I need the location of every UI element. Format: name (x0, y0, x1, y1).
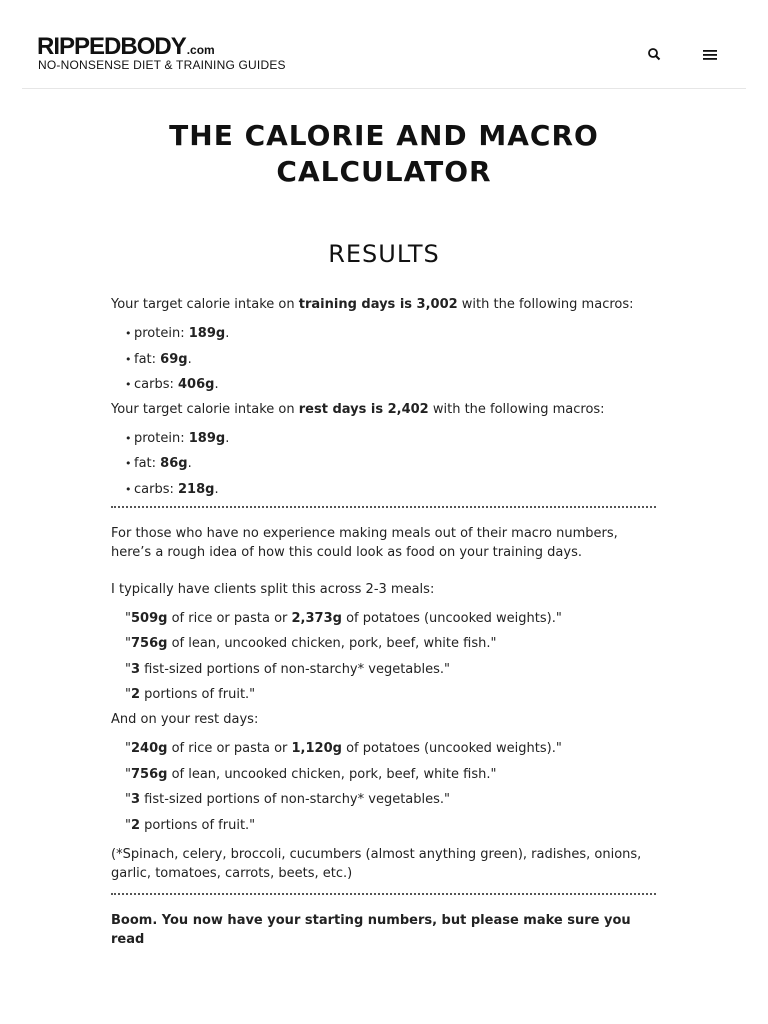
training-veg-value: 3 (130, 661, 141, 677)
hamburger-menu-icon[interactable] (700, 44, 722, 66)
rest-meat-value: 756g (130, 766, 168, 782)
open-quote: " (125, 687, 131, 702)
carbs-label: carbs: (134, 481, 178, 497)
fat-label: fat: (134, 456, 161, 471)
dotted-divider (111, 506, 656, 508)
rest-intro-text: Your target calorie intake on (111, 401, 299, 417)
rest-intro-suffix: with the following macros: (428, 401, 605, 417)
meals-intro: I typically have clients split this across 2-3 meals: (111, 581, 435, 597)
logo-domain: .com (186, 43, 215, 57)
list-item: • protein: 189g. (111, 324, 656, 350)
list-item (111, 790, 656, 816)
list-item: • protein: 189g. (111, 429, 656, 455)
list-item (111, 634, 656, 660)
list-item: • fat: 69g. (111, 350, 656, 376)
rest-days-intro (111, 400, 656, 429)
training-rice-value: 509g (130, 610, 168, 626)
list-item: • carbs: 218g. (111, 480, 656, 500)
training-protein-value: 189g (188, 326, 226, 341)
rest-carbs-value: 218g (178, 481, 215, 497)
rest-calories: rest days is 2,402 (298, 401, 429, 417)
open-quote: " (125, 817, 131, 833)
food-intro-paragraph: For those who have no experience making meals out of their macro numbers, here’s a rough idea of how this could look as food on your training days. (111, 525, 618, 560)
results-content (111, 295, 656, 949)
training-macros-list (111, 324, 656, 401)
veg-text: fist-sized portions of non-starchy* vegetables." (140, 661, 451, 677)
potato-text: of potatoes (uncooked weights)." (341, 610, 562, 626)
protein-label: protein: (134, 430, 189, 446)
site-header (22, 0, 746, 89)
fat-label: fat: (134, 351, 161, 367)
list-item (111, 816, 656, 845)
rest-fat-value: 86g (160, 456, 188, 471)
protein-label: protein: (134, 326, 189, 341)
rest-fruit-value: 2 (130, 817, 141, 833)
search-icon[interactable] (644, 44, 666, 66)
closing-paragraph: Boom. You now have your starting numbers, but please make sure you read (111, 912, 631, 947)
training-meat-value: 756g (130, 636, 168, 651)
meat-text: of lean, uncooked chicken, pork, beef, white fish." (167, 766, 497, 782)
list-item (111, 660, 656, 686)
results-heading: RESULTS (328, 240, 440, 268)
rest-macros-list (111, 429, 656, 500)
rice-text: of rice or pasta or (167, 741, 292, 756)
dotted-divider (111, 893, 656, 895)
open-quote: " (125, 661, 131, 677)
open-quote: " (125, 741, 131, 756)
rice-text: of rice or pasta or (167, 610, 292, 626)
open-quote: " (125, 610, 131, 626)
vegetable-note: (*Spinach, celery, broccoli, cucumbers (almost anything green), radishes, onions, garlic, tomatoes, carrots, beets, etc.) (111, 846, 642, 881)
training-fruit-value: 2 (130, 687, 141, 702)
training-intro-suffix: with the following macros: (457, 297, 634, 312)
training-food-list (111, 609, 656, 715)
open-quote: " (125, 636, 131, 651)
fruit-text: portions of fruit." (140, 817, 256, 833)
list-item: • fat: 86g. (111, 454, 656, 480)
training-carbs-value: 406g (178, 377, 215, 392)
list-item: • carbs: 406g. (111, 375, 656, 401)
list-item (111, 609, 656, 635)
rest-rice-value: 240g (130, 741, 168, 756)
potato-text: of potatoes (uncooked weights)." (341, 741, 562, 756)
page-title: THE CALORIE AND MACRO CALCULATOR (169, 119, 599, 188)
training-intro-text: Your target calorie intake on (111, 297, 299, 312)
rest-veg-value: 3 (130, 792, 141, 807)
list-item (111, 739, 656, 765)
training-potatoes-value: 2,373g (291, 610, 342, 626)
list-item (111, 765, 656, 791)
rest-potatoes-value: 1,120g (291, 741, 342, 756)
site-tagline: NO-NONSENSE DIET & TRAINING GUIDES (38, 58, 286, 72)
open-quote: " (125, 766, 131, 782)
rest-protein-value: 189g (188, 430, 226, 446)
rest-food-list (111, 739, 656, 845)
training-days-intro (111, 295, 656, 324)
open-quote: " (125, 792, 131, 807)
veg-text: fist-sized portions of non-starchy* vegetables." (140, 792, 451, 807)
training-fat-value: 69g (160, 351, 188, 367)
fruit-text: portions of fruit." (140, 687, 256, 702)
rest-food-intro: And on your rest days: (111, 712, 259, 727)
training-calories: training days is 3,002 (298, 297, 458, 312)
carbs-label: carbs: (134, 377, 178, 392)
logo-wordmark: RIPPEDBODY (37, 33, 186, 60)
site-logo[interactable] (37, 33, 215, 60)
meat-text: of lean, uncooked chicken, pork, beef, white fish." (167, 636, 497, 651)
